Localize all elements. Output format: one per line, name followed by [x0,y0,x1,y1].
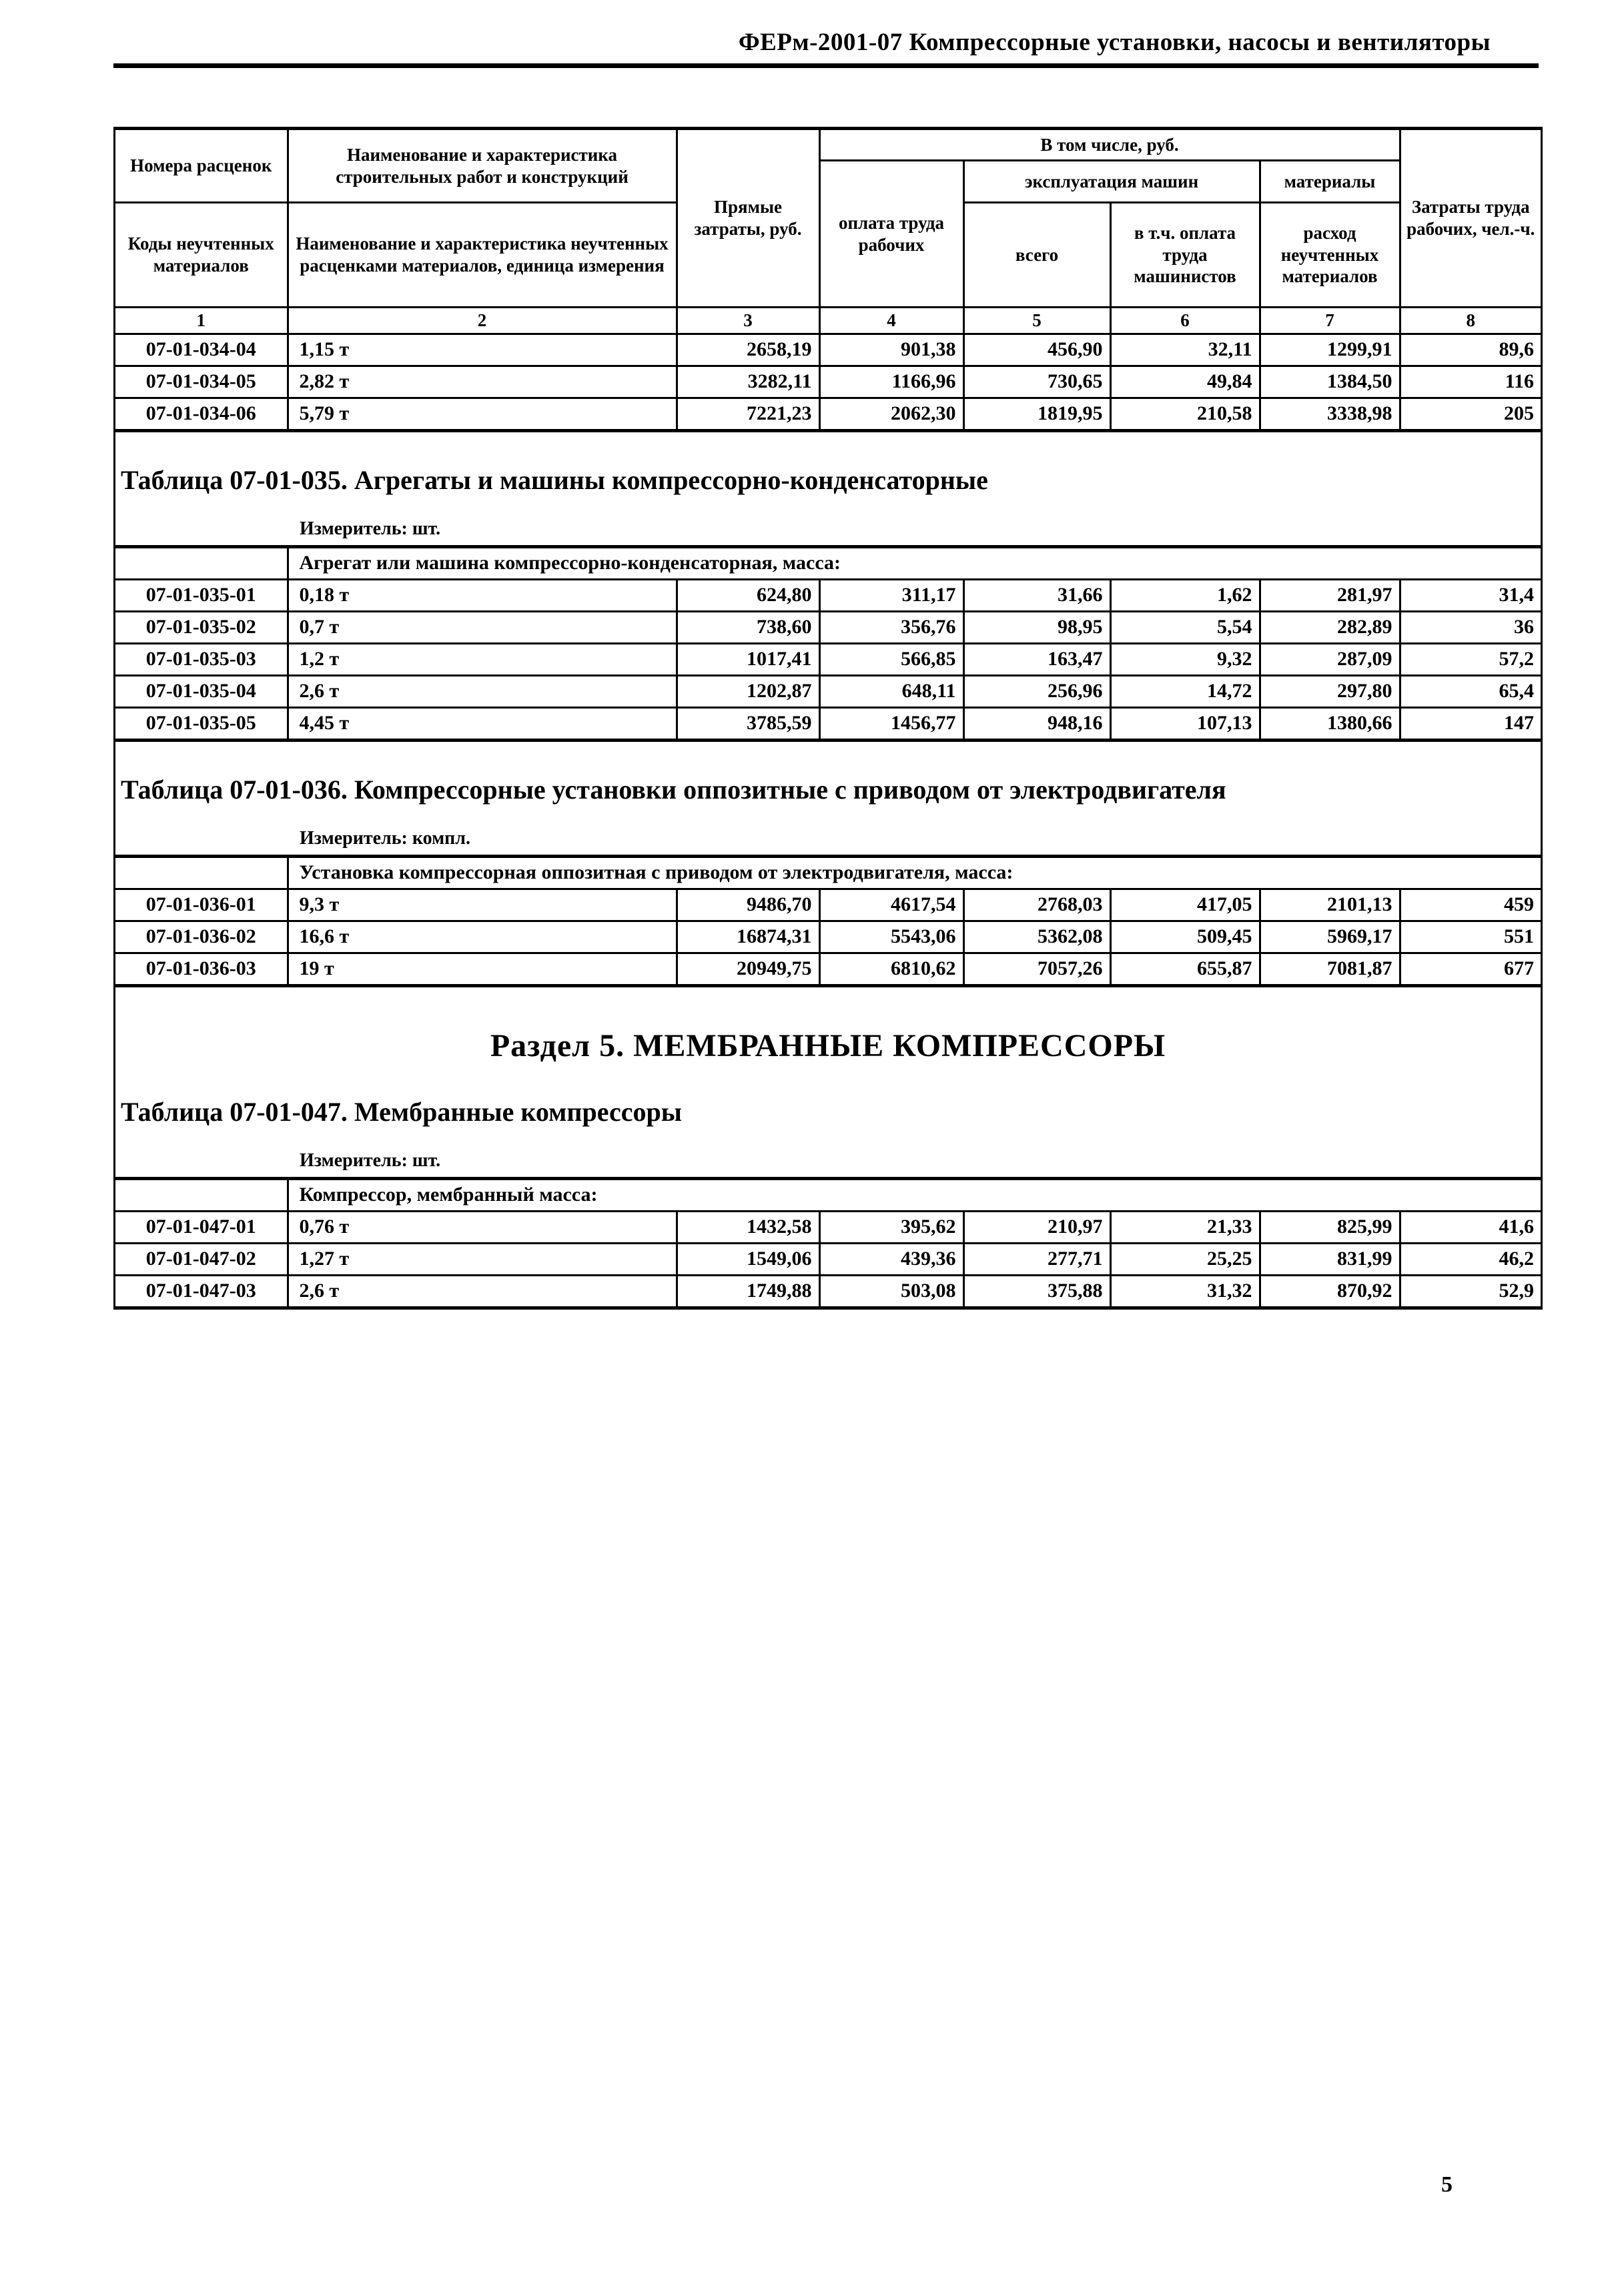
cell: 2062,30 [819,398,963,430]
cell: 2768,03 [963,889,1110,921]
cell: 65,4 [1400,675,1541,707]
cell: 7057,26 [963,953,1110,985]
cell: 948,16 [963,707,1110,740]
cell: 0,76 т [288,1211,677,1243]
cell: 509,45 [1110,921,1260,953]
header-work-name: Наименование и характеристика строительных работ и конструкций [288,129,677,203]
cell: 49,84 [1110,366,1260,398]
table-047-measure: Измеритель: шт. [300,1150,441,1171]
cell: 52,9 [1400,1275,1541,1308]
cell: 677 [1400,953,1541,985]
cell: 07-01-036-03 [115,953,288,985]
cell: 1,62 [1110,579,1260,611]
table-047-title: Таблица 07-01-047. Мембранные компрессоры [121,1096,682,1127]
header-row-1 [115,129,1541,161]
cell: 1017,41 [677,643,819,675]
cell: 89,6 [1400,334,1541,366]
cell: 831,99 [1260,1243,1400,1275]
col-number: 4 [819,308,963,334]
table-036-group-header: Установка компрессорная оппозитная с приводом от электродвигателя, масса: [288,856,1541,889]
col-number: 1 [115,308,288,334]
cell: 1380,66 [1260,707,1400,740]
cell: 31,32 [1110,1275,1260,1308]
cell: 1749,88 [677,1275,819,1308]
table-034-body [115,334,1541,430]
cell: 2,82 т [288,366,677,398]
cell: 25,25 [1110,1243,1260,1275]
table-047-body [115,1211,1541,1308]
cell: 417,05 [1110,889,1260,921]
cell: 0,7 т [288,611,677,643]
cell: 3338,98 [1260,398,1400,430]
cell: 1,15 т [288,334,677,366]
cell: 5362,08 [963,921,1110,953]
header-rate-numbers: Номера расценок [115,129,288,203]
cell: 07-01-035-04 [115,675,288,707]
table-row [115,366,1541,398]
cell: 07-01-034-05 [115,366,288,398]
group-header-row [115,546,1541,579]
cell: 439,36 [819,1243,963,1275]
cell: 1384,50 [1260,366,1400,398]
table-row [115,889,1541,921]
cell: 3282,11 [677,366,819,398]
section-5-title: Раздел 5. МЕМБРАННЫЕ КОМПРЕССОРЫ [490,1027,1166,1063]
table-row [115,953,1541,985]
cell: 1299,91 [1260,334,1400,366]
main-estimate-table [115,127,1541,432]
cell: 46,2 [1400,1243,1541,1275]
page-number: 5 [1441,2172,1453,2197]
header-materials-consumption: расход неучтенных материалов [1260,203,1400,308]
cell: 9486,70 [677,889,819,921]
doc-header [113,28,1539,68]
cell: 2,6 т [288,675,677,707]
col-number: 7 [1260,308,1400,334]
cell: 287,09 [1260,643,1400,675]
cell: 07-01-047-03 [115,1275,288,1308]
cell: 14,72 [1110,675,1260,707]
cell: 256,96 [963,675,1110,707]
table-row [115,921,1541,953]
cell: 31,4 [1400,579,1541,611]
header-machines-total: всего [963,203,1110,308]
cell: 738,60 [677,611,819,643]
cell: 107,13 [1110,707,1260,740]
table-row [115,611,1541,643]
cell: 5543,06 [819,921,963,953]
empty-cell [115,546,288,579]
cell: 297,80 [1260,675,1400,707]
table-035-body [115,579,1541,740]
cell: 311,17 [819,579,963,611]
doc-header-title: ФЕРм-2001-07 Компрессорные установки, насосы и вентиляторы [738,29,1491,56]
cell: 0,18 т [288,579,677,611]
header-including-group: В том числе, руб. [819,129,1400,161]
cell: 32,11 [1110,334,1260,366]
cell: 41,6 [1400,1211,1541,1243]
col-number: 8 [1400,308,1541,334]
header-machines-group: эксплуатация машин [963,161,1260,203]
cell: 4,45 т [288,707,677,740]
cell: 9,3 т [288,889,677,921]
cell: 7221,23 [677,398,819,430]
cell: 9,32 [1110,643,1260,675]
header-material-name: Наименование и характеристика неучтенных расценками материалов, единица измерения [288,203,677,308]
cell: 624,80 [677,579,819,611]
group-header-row [115,1178,1541,1211]
table-035-group-header: Агрегат или машина компрессорно-конденсаторная, масса: [288,546,1541,579]
cell: 07-01-036-02 [115,921,288,953]
cell: 503,08 [819,1275,963,1308]
cell: 6810,62 [819,953,963,985]
table-row [115,579,1541,611]
cell: 282,89 [1260,611,1400,643]
cell: 825,99 [1260,1211,1400,1243]
cell: 98,95 [963,611,1110,643]
table-036-body [115,889,1541,985]
table-035-title: Таблица 07-01-035. Агрегаты и машины компрессорно-конденсаторные [121,464,988,495]
cell: 648,11 [819,675,963,707]
table-036-group [115,856,1541,889]
cell: 116 [1400,366,1541,398]
cell: 210,97 [963,1211,1110,1243]
header-materials-group: материалы [1260,161,1400,203]
header-direct-costs: Прямые затраты, руб. [677,129,819,308]
cell: 459 [1400,889,1541,921]
cell: 21,33 [1110,1211,1260,1243]
cell: 07-01-035-02 [115,611,288,643]
cell: 3785,59 [677,707,819,740]
cell: 16,6 т [288,921,677,953]
cell: 1,2 т [288,643,677,675]
table-row [115,643,1541,675]
cell: 7081,87 [1260,953,1400,985]
cell: 5,79 т [288,398,677,430]
table-047-group-header: Компрессор, мембранный масса: [288,1178,1541,1211]
table-047 [115,1177,1541,1310]
cell: 277,71 [963,1243,1110,1275]
cell: 16874,31 [677,921,819,953]
table-047-group [115,1178,1541,1211]
empty-cell [115,856,288,889]
cell: 395,62 [819,1211,963,1243]
cell: 19 т [288,953,677,985]
cell: 901,38 [819,334,963,366]
cell: 205 [1400,398,1541,430]
cell: 57,2 [1400,643,1541,675]
cell: 1202,87 [677,675,819,707]
col-number: 3 [677,308,819,334]
table-035-group [115,546,1541,579]
cell: 36 [1400,611,1541,643]
cell: 4617,54 [819,889,963,921]
table-035-measure: Измеритель: шт. [300,518,441,539]
cell: 07-01-034-04 [115,334,288,366]
cell: 07-01-035-05 [115,707,288,740]
column-numbers-row [115,308,1541,334]
cell: 07-01-035-03 [115,643,288,675]
table-row [115,707,1541,740]
cell: 210,58 [1110,398,1260,430]
header-labor-costs: Затраты труда рабочих, чел.-ч. [1400,129,1541,308]
cell: 07-01-035-01 [115,579,288,611]
table-row [115,1211,1541,1243]
table-row [115,1243,1541,1275]
cell: 20949,75 [677,953,819,985]
cell: 5969,17 [1260,921,1400,953]
cell: 375,88 [963,1275,1110,1308]
cell: 5,54 [1110,611,1260,643]
cell: 551 [1400,921,1541,953]
col-number: 6 [1110,308,1260,334]
cell: 870,92 [1260,1275,1400,1308]
cell: 07-01-047-01 [115,1211,288,1243]
table-036-title: Таблица 07-01-036. Компрессорные установки оппозитные с приводом от электродвигателя [121,774,1226,805]
content-frame [113,127,1543,1310]
cell: 1456,77 [819,707,963,740]
cell: 730,65 [963,366,1110,398]
cell: 655,87 [1110,953,1260,985]
cell: 356,76 [819,611,963,643]
col-number: 2 [288,308,677,334]
cell: 07-01-036-01 [115,889,288,921]
table-036-measure: Измеритель: компл. [300,827,471,849]
empty-cell [115,1178,288,1211]
cell: 147 [1400,707,1541,740]
col-number: 5 [963,308,1110,334]
cell: 07-01-034-06 [115,398,288,430]
cell: 1549,06 [677,1243,819,1275]
table-row [115,334,1541,366]
cell: 07-01-047-02 [115,1243,288,1275]
group-header-row [115,856,1541,889]
estimate-table-header [115,129,1541,334]
cell: 163,47 [963,643,1110,675]
cell: 1432,58 [677,1211,819,1243]
cell: 1166,96 [819,366,963,398]
cell: 1,27 т [288,1243,677,1275]
cell: 2658,19 [677,334,819,366]
cell: 566,85 [819,643,963,675]
table-036 [115,855,1541,987]
table-row [115,1275,1541,1308]
table-row [115,398,1541,430]
header-material-codes: Коды неучтенных материалов [115,203,288,308]
header-drivers-pay: в т.ч. оплата труда машинистов [1110,203,1260,308]
cell: 31,66 [963,579,1110,611]
cell: 2,6 т [288,1275,677,1308]
cell: 456,90 [963,334,1110,366]
cell: 2101,13 [1260,889,1400,921]
cell: 281,97 [1260,579,1400,611]
header-workers-pay: оплата труда рабочих [819,161,963,308]
table-035 [115,545,1541,742]
cell: 1819,95 [963,398,1110,430]
table-row [115,675,1541,707]
